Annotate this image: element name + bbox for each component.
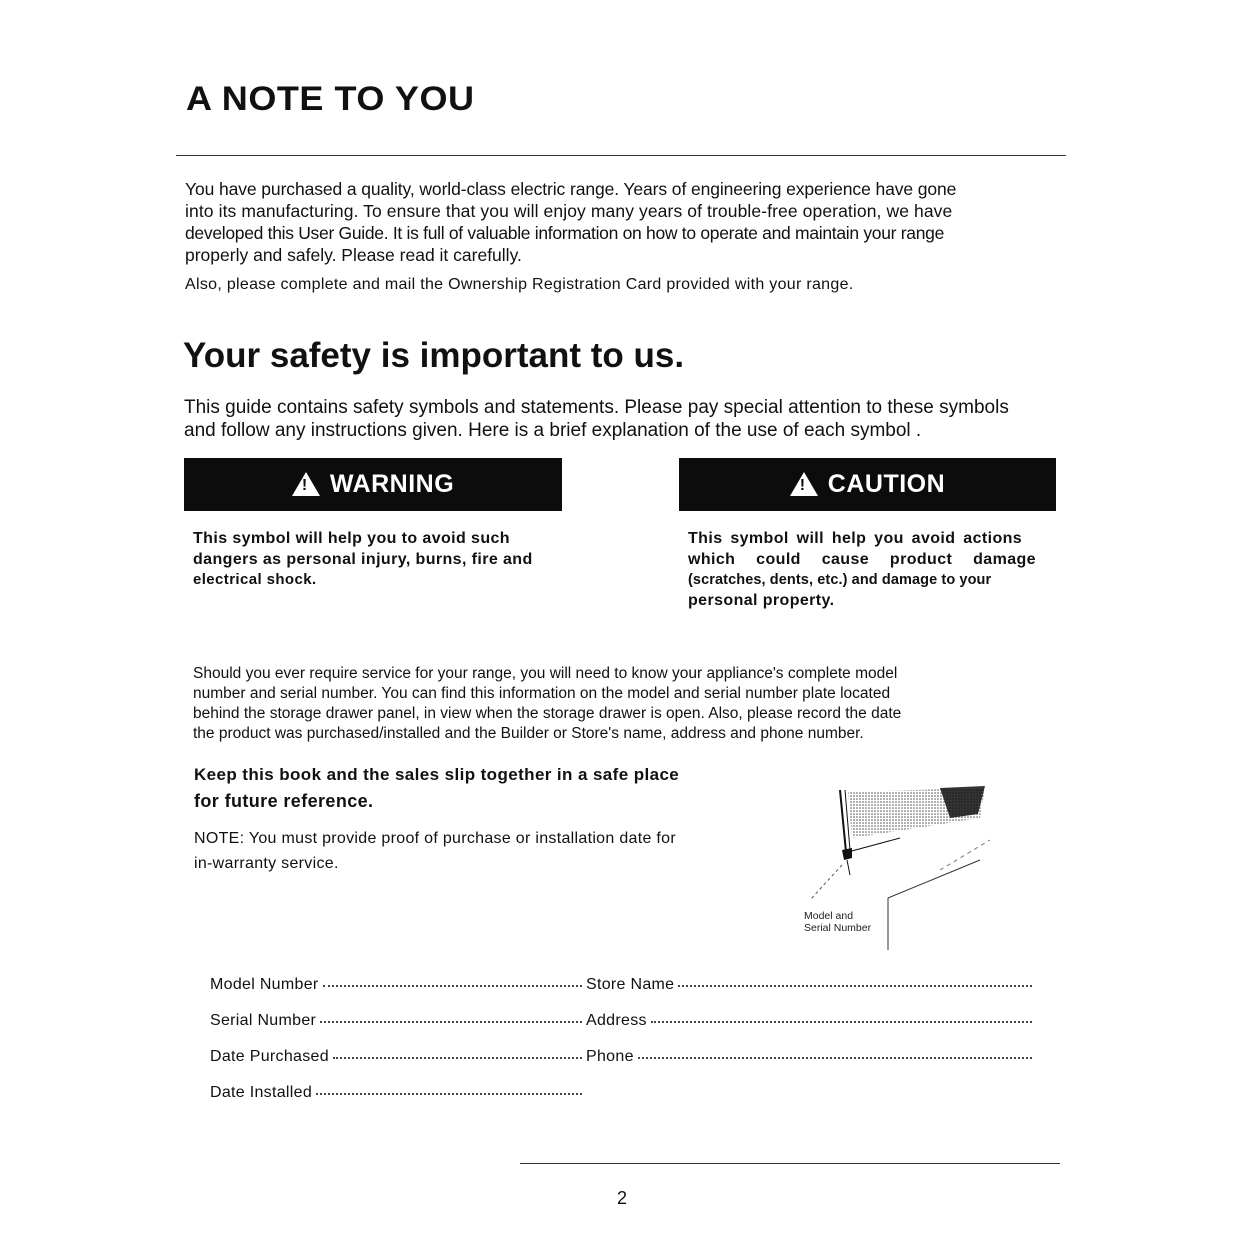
note-line: NOTE: You must provide proof of purchase or installation date for: [194, 830, 676, 847]
figure-label: [804, 910, 871, 934]
phone-field[interactable]: [586, 1048, 1032, 1066]
service-line: Should you ever require service for your range, you will need to know your appliance's complete model: [193, 665, 898, 682]
warning-triangle-icon: [292, 472, 320, 496]
caution-label: CAUTION: [827, 470, 946, 498]
store-name-field[interactable]: [586, 976, 1032, 994]
store-name-label: Store Name: [586, 976, 675, 993]
serial-plate-icon: [842, 848, 852, 860]
warning-line: dangers as personal injury, burns, fire and: [193, 550, 533, 568]
intro-line: You have purchased a quality, world-class electric range. Years of engineering experience have gone: [185, 179, 957, 199]
safety-intro-line: This guide contains safety symbols and statements. Please pay special attention to these symbols: [184, 397, 1009, 418]
address-field[interactable]: [586, 1012, 1032, 1030]
warranty-note: [194, 826, 676, 876]
caution-line: personal property.: [688, 591, 835, 609]
phone-label: Phone: [586, 1048, 634, 1065]
caution-description: [688, 529, 1050, 611]
caution-banner: [679, 458, 1056, 511]
model-number-label: Model Number: [210, 976, 319, 993]
caution-line: This symbol will help you avoid actions: [688, 530, 1023, 547]
date-purchased-label: Date Purchased: [210, 1048, 329, 1065]
serial-number-field[interactable]: [210, 1012, 582, 1030]
date-installed-label: Date Installed: [210, 1084, 313, 1101]
caution-line: (scratches, dents, etc.) and damage to your: [688, 572, 992, 588]
date-purchased-field[interactable]: [210, 1048, 582, 1066]
registration-note: Also, please complete and mail the Ownership Registration Card provided with your range.: [185, 276, 854, 293]
intro-line: developed this User Guide. It is full of valuable information on how to operate and maintain your range: [185, 223, 945, 243]
page-number: 2: [616, 1188, 627, 1208]
service-line: the product was purchased/installed and the Builder or Store's name, address and phone number.: [193, 725, 864, 742]
warning-banner: [184, 458, 562, 511]
intro-line: into its manufacturing. To ensure that you will enjoy many years of trouble-free operation, we have: [185, 201, 953, 221]
model-number-field[interactable]: [210, 976, 582, 994]
figure-label-line: Serial Number: [804, 922, 872, 934]
warning-label: WARNING: [329, 470, 455, 498]
warning-line: This symbol will help you to avoid such: [193, 530, 510, 547]
service-line: number and serial number. You can find this information on the model and serial number plate located: [193, 685, 891, 702]
service-paragraph: [193, 664, 901, 744]
safety-heading: Your safety is important to us.: [183, 336, 685, 375]
page-title: A NOTE TO YOU: [186, 80, 475, 118]
address-label: Address: [586, 1012, 647, 1029]
footer-divider: [520, 1163, 1060, 1164]
safety-intro-line: and follow any instructions given. Here is a brief explanation of the use of each symbol .: [184, 420, 922, 441]
serial-number-label: Serial Number: [210, 1012, 317, 1029]
intro-paragraph: [185, 178, 1065, 266]
keep-line: Keep this book and the sales slip together in a safe place: [194, 765, 680, 784]
title-divider: [176, 155, 1066, 156]
warning-line: electrical shock.: [193, 571, 317, 588]
service-line: behind the storage drawer panel, in view when the storage drawer is open. Also, please record the date: [193, 705, 902, 722]
caution-triangle-icon: [790, 472, 818, 496]
keep-line: for future reference.: [194, 791, 374, 811]
caution-line: which could cause product damage: [688, 550, 1036, 568]
note-line: in-warranty service.: [194, 855, 339, 872]
intro-line: properly and safely. Please read it carefully.: [185, 245, 522, 265]
safety-intro: [184, 396, 1064, 442]
warning-description: [193, 529, 551, 591]
date-installed-field[interactable]: [210, 1084, 582, 1102]
keep-book-notice: [194, 762, 679, 814]
figure-label-line: Model and: [804, 910, 854, 922]
